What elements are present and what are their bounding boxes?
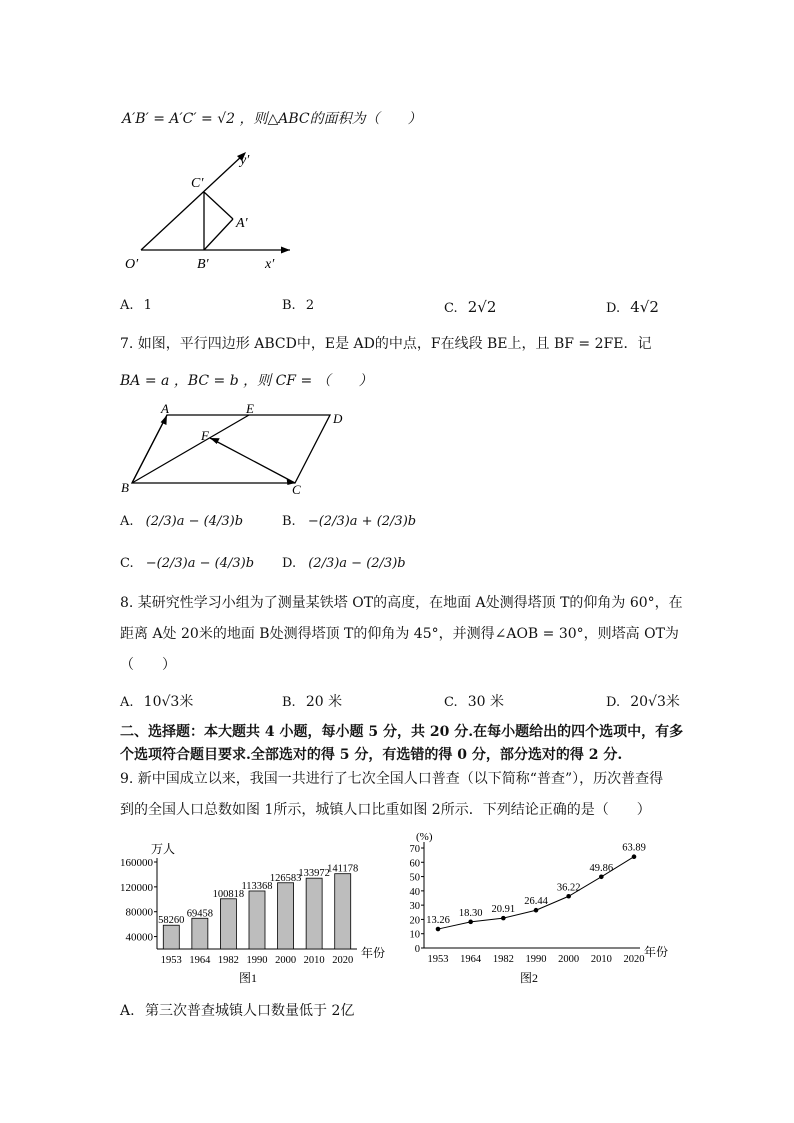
chart2-data-label: 20.91 [491, 904, 516, 916]
q6-oblique-figure [115, 145, 305, 275]
q8-stem-line3: （ ） [120, 657, 176, 673]
chart2-y-tick-label: 50 [409, 872, 420, 884]
option-text: 第三次普查城镇人口数量低于 2亿 [145, 1003, 355, 1019]
chart2-x-tick-label: 1953 [427, 954, 449, 965]
q9-stem-line1: 9. 新中国成立以来，我国一共进行了七次全国人口普查（以下简称“普查”），历次普查得 [120, 771, 664, 787]
option-label: C. [444, 301, 458, 316]
option-text: −(2/3)a + (2/3)b [307, 514, 417, 529]
chart1-data-label: 58260 [158, 915, 185, 927]
chart1-x-tick-label: 2010 [303, 955, 325, 966]
chart1-data-label: 141178 [327, 863, 359, 875]
option-text: 2√2 [467, 298, 497, 316]
chart2-y-tick-label: 70 [409, 844, 420, 855]
chart1-ylabel: 万人 [151, 842, 176, 856]
option-label: D. [606, 301, 621, 316]
label-a: A′ [236, 216, 248, 231]
label-c: C′ [191, 176, 204, 191]
chart1-bar [163, 925, 179, 949]
chart1-y-tick-label: 160000 [120, 857, 153, 869]
q8-option-d[interactable] [606, 691, 680, 711]
chart2-x-tick-label: 1990 [525, 954, 547, 965]
q6-option-b[interactable] [282, 298, 314, 313]
label-c: C [292, 482, 301, 497]
option-label: A. [120, 1003, 135, 1019]
q9-stem-line2: 到的全国人口总数如图 1所示，城镇人口比重如图 2所示．下列结论正确的是（ ） [120, 802, 651, 818]
chart2-point [436, 927, 441, 932]
option-label: B. [282, 298, 296, 313]
q7-option-a[interactable] [120, 514, 243, 529]
chart2-point [534, 908, 539, 913]
chart1-x-tick-label: 1982 [217, 955, 239, 966]
q7-option-c[interactable] [120, 556, 254, 571]
option-text: (2/3)a − (4/3)b [145, 514, 244, 529]
q8-option-b[interactable] [282, 691, 342, 711]
label-f: F [201, 428, 209, 443]
chart1-title: 图1 [239, 971, 258, 985]
label-a: A [161, 403, 169, 416]
segment-ab [204, 219, 233, 250]
chart2-data-label: 13.26 [426, 915, 450, 927]
q7-parallelogram-figure [115, 403, 355, 498]
q8-stem-line1: 8. 某研究性学习小组为了测量某铁塔 OT的高度，在地面 A处测得塔顶 T的仰角为 60°，在 [120, 595, 683, 611]
chart2-xlabel: 年份 [644, 945, 669, 959]
chart2-y-tick-label: 0 [414, 944, 420, 955]
option-label: C. [120, 556, 134, 571]
chart2-y-tick-label: 40 [409, 886, 420, 898]
option-text: (2/3)a − (2/3)b [308, 556, 406, 571]
chart1-bar [220, 899, 236, 949]
option-label: B. [282, 514, 296, 529]
option-text: 30 米 [467, 694, 505, 710]
chart1-x-tick-label: 1990 [246, 955, 268, 966]
option-label: C. [444, 695, 458, 710]
y-axis [141, 155, 243, 250]
chart2-point [632, 854, 637, 859]
label-d: D [333, 411, 343, 426]
chart1-bar [278, 883, 294, 949]
option-label: D. [606, 695, 621, 710]
chart1-xlabel: 年份 [361, 946, 386, 960]
chart2-point [566, 894, 571, 899]
chart1-data-label: 126583 [269, 872, 302, 884]
q7-option-b[interactable] [282, 514, 416, 529]
chart1-x-tick-label: 1953 [160, 955, 182, 966]
option-label: A. [120, 298, 134, 313]
figure1-bar-chart [115, 836, 395, 986]
vector-cf [210, 438, 295, 483]
segment-ca [204, 192, 233, 219]
chart2-y-tick-label: 20 [409, 915, 420, 927]
q7-stem-line1: 7. 如图，平行四边形 ABCD中，E是 AD的中点，F在线段 BE上，且 BF = 2FE．记 [120, 336, 652, 352]
option-label: B. [282, 695, 296, 710]
chart2-data-label: 63.89 [622, 842, 646, 854]
chart1-y-tick-label: 120000 [120, 881, 153, 894]
chart2-point [468, 920, 473, 925]
q6-stem [122, 108, 422, 128]
option-text: −(2/3)a − (4/3)b [145, 556, 255, 571]
label-y: y′ [240, 153, 250, 168]
chart1-bar [249, 891, 265, 949]
chart1-x-tick-label: 2000 [275, 955, 297, 966]
chart1-data-label: 113368 [241, 880, 273, 892]
chart1-bar [192, 918, 208, 949]
option-text: 20√3米 [630, 694, 680, 710]
x-axis-arrow [281, 247, 290, 254]
figure2-line-chart [400, 828, 685, 988]
label-e: E [246, 403, 254, 416]
section2-line1: 二、选择题：本大题共 4 小题，每小题 5 分，共 20 分.在每小题给出的四个选项中，有多 [120, 724, 684, 740]
chart2-point [501, 916, 506, 921]
chart2-ylabel: (%) [416, 831, 433, 843]
q8-option-a[interactable] [120, 691, 193, 711]
q8-option-c[interactable] [444, 691, 504, 711]
option-label: A. [120, 695, 134, 710]
chart2-y-tick-label: 30 [409, 901, 420, 913]
chart2-x-tick-label: 1964 [460, 954, 482, 965]
option-text: 10√3米 [143, 694, 194, 710]
chart2-data-label: 36.22 [556, 882, 581, 894]
q9-option-a[interactable] [120, 1000, 354, 1020]
q7-option-d[interactable] [282, 556, 406, 571]
chart2-data-label: 26.44 [524, 896, 548, 908]
option-label: D. [282, 556, 297, 571]
chart2-data-label: 18.30 [458, 907, 483, 919]
chart2-x-tick-label: 2000 [558, 954, 580, 965]
chart2-point [599, 874, 604, 879]
chart2-x-tick-label: 2020 [623, 954, 645, 965]
chart1-bar [335, 874, 351, 949]
chart2-labels [410, 843, 646, 965]
q6-option-d[interactable] [606, 298, 659, 316]
chart1-y-tick-label: 40000 [125, 931, 153, 944]
option-text: 20 米 [305, 694, 343, 710]
option-text: 1 [143, 298, 152, 313]
chart2-title: 图2 [520, 971, 539, 985]
chart2-axes [421, 842, 640, 948]
chart2-x-tick-label: 1982 [492, 954, 514, 965]
label-b: B′ [197, 257, 209, 272]
chart1-y-tick-label: 80000 [125, 906, 153, 919]
chart1-data-label: 69458 [186, 908, 213, 920]
chart2-y-tick-label: 10 [409, 929, 420, 941]
vector-ba-arrow [161, 415, 167, 425]
label-x: x′ [265, 257, 275, 272]
chart1-data-label: 100818 [212, 888, 245, 900]
q6-option-a[interactable] [120, 298, 152, 313]
option-text: 4√2 [630, 298, 659, 316]
chart2-x-tick-label: 2010 [590, 954, 612, 965]
section2-line2: 个选项符合题目要求.全部选对的得 5 分，有选错的得 0 分，部分选对的得 2 分. [120, 747, 623, 763]
option-text: 2 [305, 298, 315, 313]
chart2-data-label: 49.86 [589, 862, 614, 874]
chart1-bar [306, 878, 322, 949]
q6-option-c[interactable] [444, 298, 496, 316]
q7-stem-line2: BA = a ，BC = b ，则 CF = （ ） [120, 373, 373, 389]
q6-stem-text: A′B′ = A′C′ = √2 ，则△ABC的面积为（ ） [122, 111, 422, 127]
chart1-x-tick-label: 1964 [189, 955, 211, 966]
option-label: A. [120, 514, 134, 529]
chart1-x-tick-label: 2020 [332, 955, 354, 966]
chart1-data-label: 133972 [298, 868, 330, 880]
label-b: B [121, 480, 129, 495]
q8-stem-line2: 距离 A处 20米的地面 B处测得塔顶 T的仰角为 45°，并测得∠AOB = 30°，则塔高 OT为 [120, 626, 679, 642]
chart2-y-tick-label: 60 [409, 858, 420, 870]
label-o: O′ [125, 257, 139, 272]
